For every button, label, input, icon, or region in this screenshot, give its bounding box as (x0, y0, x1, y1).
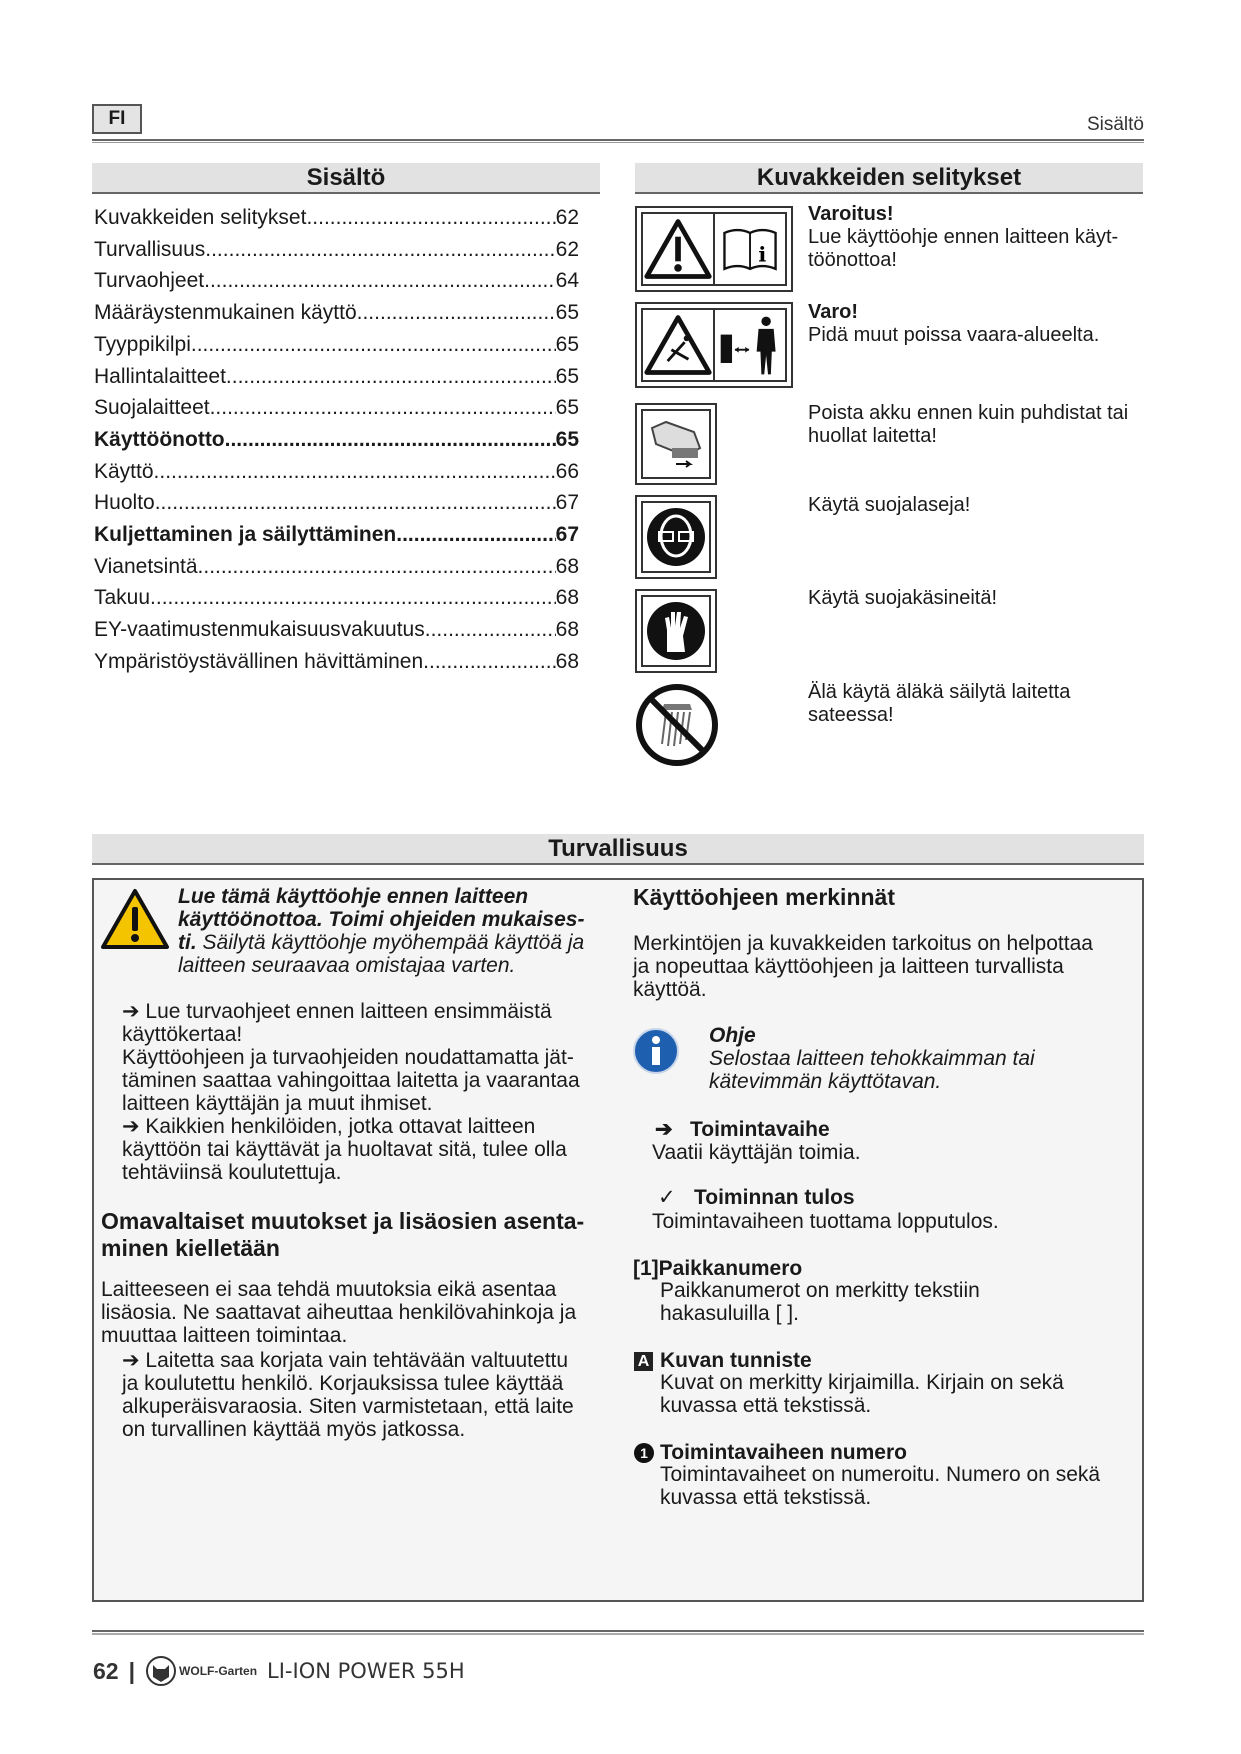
result-text: Toimintavaiheen tuottama lopputulos. (652, 1210, 999, 1233)
toc-entry-page: 67 (555, 491, 579, 515)
toc-leader-dots (204, 267, 556, 295)
warning-read-manual-icon (635, 206, 793, 292)
toc-entry[interactable] (94, 616, 579, 644)
symbol-desc-caution (808, 301, 1148, 347)
toc-leader-dots (306, 204, 555, 232)
toc-leader-dots (423, 648, 555, 676)
toc-entry[interactable] (94, 363, 579, 391)
toc-entry-page: 68 (555, 586, 579, 610)
toc-leader-dots (226, 363, 556, 391)
running-header: Sisältö (1086, 114, 1144, 135)
position-text: Paikkanumerot on merkitty tekstiin hakasuluilla [ ]. (660, 1279, 980, 1325)
toc-entry-page: 68 (555, 649, 579, 673)
figure-title: Kuvan tunniste (660, 1349, 812, 1372)
step-number-text: Toimintavaiheet on numeroitu. Numero on sekä kuvassa että tekstissä. (660, 1463, 1101, 1509)
toc-entry-label: Ympäristöystävällinen hävittäminen (94, 649, 424, 673)
symbol-desc-goggles: Käytä suojalaseja! (808, 494, 971, 516)
warning-triangle-icon (100, 887, 170, 956)
toc-entry[interactable] (94, 299, 579, 327)
toc-leader-dots (357, 299, 556, 327)
footer-rule (92, 1630, 1144, 1635)
modifications-bullet: ➔ Laitetta saa korjata vain tehtävään valtuutettu ja koulutettu henkilö. Korjauksissa tulee käyttää alkuperäisvaraosia. Siten varmistetaan, että laite on turvallinen käyttää myös jatkossa. (122, 1349, 574, 1441)
step-arrow-icon: ➔ (655, 1118, 673, 1141)
check-icon: ✓ (658, 1186, 676, 1209)
toc-entry-label: Kuljettaminen ja säilyttäminen (94, 523, 397, 546)
wolf-head-icon (145, 1655, 177, 1687)
toc-leader-dots (396, 521, 555, 549)
toc-entry-page: 65 (555, 364, 579, 388)
toc-entry-page: 67 (555, 523, 579, 546)
toc-entry-page: 65 (555, 396, 579, 420)
toc-entry[interactable] (94, 584, 579, 612)
toc-entry-label: Suojalaitteet (94, 396, 210, 420)
footer-separator: | (128, 1657, 136, 1684)
toc-leader-dots (155, 489, 556, 517)
toc-entry[interactable] (94, 648, 579, 676)
symbol-text: Lue käyttöohje ennen laitteen käyt- töönottoa! (808, 226, 1119, 271)
no-rain-icon (634, 682, 720, 773)
warning-rest: Säilytä käyttöohje myöhempää käyttöä ja laitteen seuraavaa omistajaa varten. (178, 931, 585, 977)
symbol-desc-warning (808, 203, 1148, 272)
toc-entry-page: 62 (555, 237, 579, 261)
svg-text:i: i (758, 241, 767, 267)
toc-entry-label: EY-vaatimustenmukaisuusvakuutus (94, 618, 425, 642)
toc-entry-page: 68 (555, 618, 579, 642)
toc-leader-dots (205, 236, 555, 264)
warning-bold: Lue tämä käyttöohje ennen laitteen käyttöönottoa. Toimi ohjeiden mukaises- ti. (178, 885, 585, 954)
toc-leader-dots (210, 394, 556, 422)
toc-leader-dots (191, 331, 556, 359)
info-icon (632, 1027, 680, 1080)
header-rule (92, 139, 1144, 143)
product-name: LI-ION POWER 55H (267, 1659, 465, 1683)
wear-goggles-icon (635, 495, 717, 579)
safety-bullets: ➔ Lue turvaohjeet ennen laitteen ensimmäistä käyttökertaa! Käyttöohjeen ja turvaohjeiden noudattamatta jät- täminen saattaa vahingoittaa laitetta ja vaarantaa laitteen käyttäjän ja muut ihmiset. ➔ Kaikkien henkilöiden, jotka ottavat laitteen käyttöön tai käyttävät ja huoltavat sitä, tulee olla tehtäviinsä koulutettuja. (122, 1000, 580, 1184)
toc-entry[interactable] (94, 204, 579, 232)
language-badge: FI (92, 104, 142, 134)
symbol-title: Varo! (808, 301, 859, 323)
toc-entry[interactable] (94, 521, 579, 549)
toc-leader-dots (150, 584, 556, 612)
toc-entry[interactable] (94, 426, 579, 454)
safety-title: Turvallisuus (92, 834, 1144, 865)
toc-entry-label: Vianetsintä (94, 554, 198, 578)
symbol-desc-battery: Poista akku ennen kuin puhdistat tai huollat laitetta! (808, 402, 1129, 447)
note-block (709, 1024, 1035, 1093)
brand-name: WOLF-Garten (179, 1664, 258, 1678)
toc-entry-page: 66 (555, 459, 579, 483)
toc-entry[interactable] (94, 267, 579, 295)
toc-entry-page: 62 (555, 206, 579, 229)
toc-entry-label: Kuvakkeiden selitykset (94, 206, 307, 229)
symbols-title: Kuvakkeiden selitykset (635, 163, 1143, 194)
remove-battery-icon (635, 403, 717, 485)
modifications-text: Laitteeseen ei saa tehdä muutoksia eikä asentaa lisäosia. Ne saattavat aiheuttaa henkilövahinkoja ja muuttaa laitteen toimintaa. (101, 1278, 577, 1347)
toc-entry[interactable] (94, 331, 579, 359)
toc-entry-label: Määräystenmukainen käyttö (94, 301, 357, 325)
toc-entry-label: Käyttö (94, 459, 154, 483)
brand-logo (145, 1655, 257, 1687)
toc-leader-dots (425, 616, 556, 644)
figure-letter-icon: A (634, 1352, 653, 1371)
toc-entry-page: 65 (555, 427, 579, 451)
step-title: Toimintavaihe (690, 1118, 830, 1141)
toc-entry-page: 65 (555, 332, 579, 356)
figure-text: Kuvat on merkitty kirjaimilla. Kirjain on sekä kuvassa että tekstissä. (660, 1371, 1064, 1417)
toc-entry[interactable] (94, 458, 579, 486)
page-number: 62 (93, 1657, 119, 1684)
toc-entry-label: Huolto (94, 491, 155, 515)
position-title: [1]Paikkanumero (633, 1257, 803, 1280)
toc-entry-label: Tyyppikilpi (94, 332, 191, 356)
symbol-desc-rain: Älä käytä äläkä säilytä laitetta sateessa! (808, 681, 1071, 726)
step-text: Vaatii käyttäjän toimia. (652, 1141, 861, 1164)
result-title: Toiminnan tulos (694, 1186, 855, 1209)
markings-heading: Käyttöohjeen merkinnät (633, 884, 895, 910)
toc-entry-label: Turvaohjeet (94, 269, 205, 293)
toc-title: Sisältö (92, 163, 600, 194)
symbol-desc-gloves: Käytä suojakäsineitä! (808, 587, 998, 609)
step-number-title: Toimintavaiheen numero (660, 1441, 907, 1464)
toc-entry-label: Takuu (94, 586, 151, 610)
wear-gloves-icon (635, 589, 717, 673)
keep-distance-icon (635, 302, 793, 388)
warning-note (178, 885, 618, 977)
toc-entry[interactable] (94, 489, 579, 517)
symbol-text: Pidä muut poissa vaara-alueelta. (808, 324, 1100, 346)
toc-entry-label: Hallintalaitteet (94, 364, 226, 388)
toc-leader-dots (154, 458, 556, 486)
note-text: Selostaa laitteen tehokkaimman tai kätevimmän käyttötavan. (709, 1047, 1035, 1093)
toc-entry[interactable] (94, 394, 579, 422)
modifications-heading: Omavaltaiset muutokset ja lisäosien asenta- minen kielletään (101, 1208, 585, 1261)
toc-entry[interactable] (94, 553, 579, 581)
toc-entry-label: Turvallisuus (94, 237, 206, 261)
toc-entry-page: 68 (555, 554, 579, 578)
footer (93, 1655, 465, 1687)
step-number-icon: 1 (634, 1443, 654, 1463)
toc-entry-page: 65 (555, 301, 579, 325)
toc-leader-dots (198, 553, 556, 581)
toc-entry-label: Käyttöönotto (94, 427, 225, 451)
toc-leader-dots (225, 426, 556, 454)
note-title: Ohje (709, 1024, 756, 1047)
symbol-title: Varoitus! (808, 203, 894, 225)
markings-text: Merkintöjen ja kuvakkeiden tarkoitus on helpottaa ja nopeuttaa käyttöohjeen ja laitteen turvallista käyttöä. (633, 932, 1093, 1001)
toc-entry-page: 64 (555, 269, 579, 293)
toc-entry[interactable] (94, 236, 579, 264)
